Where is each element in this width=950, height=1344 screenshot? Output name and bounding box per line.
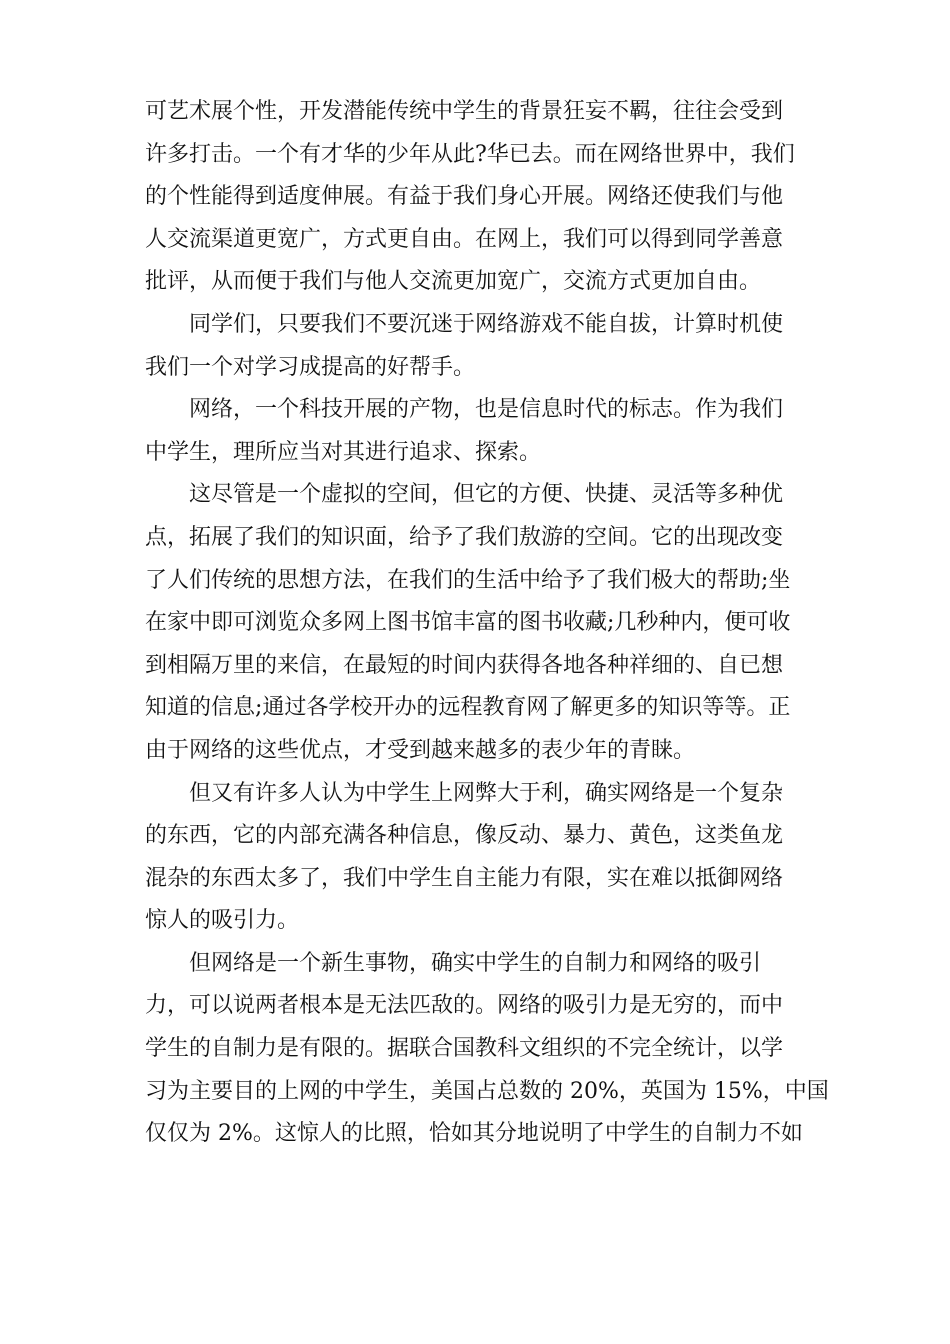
text-line: 的个性能得到适度伸展。有益于我们身心开展。网络还使我们与他 xyxy=(145,184,784,210)
text-line: 了人们传统的思想方法，在我们的生活中给予了我们极大的帮助;坐 xyxy=(145,567,791,593)
text-line: 力，可以说两者根本是无法匹敌的。网络的吸引力是无穷的，而中 xyxy=(145,993,784,1019)
paragraph xyxy=(145,389,810,474)
text-line: 混杂的东西太多了，我们中学生自主能力有限，实在难以抵御网络 xyxy=(145,865,784,891)
text-line: 人交流渠道更宽广，方式更自由。在网上，我们可以得到同学善意 xyxy=(145,226,784,252)
text-line: 习为主要目的上网的中学生，美国占总数的 20%，英国为 15%，中国 xyxy=(145,1078,829,1104)
text-line: 学生的自制力是有限的。据联合国教科文组织的不完全统计，以学 xyxy=(145,1036,784,1062)
text-line: 许多打击。一个有才华的少年从此?华已去。而在网络世界中，我们 xyxy=(145,141,795,167)
text-line: 到相隔万里的来信，在最短的时间内获得各地各种祥细的、自已想 xyxy=(145,652,784,678)
text-line: 可艺术展个性，开发潜能传统中学生的背景狂妄不羁，往往会受到 xyxy=(145,99,784,124)
document-body xyxy=(145,91,829,1156)
text-line: 在家中即可浏览众多网上图书馆丰富的图书收藏;几秒种内，便可收 xyxy=(145,610,791,636)
paragraph xyxy=(145,91,810,304)
text-line: 由于网络的这些优点，才受到越来越多的表少年的青睐。 xyxy=(145,737,696,763)
paragraph xyxy=(145,773,810,943)
text-line: 知道的信息;通过各学校开办的远程教育网了解更多的知识等等。正 xyxy=(145,695,791,721)
paragraph xyxy=(145,943,829,1156)
text-line: 网络，一个科技开展的产物，也是信息时代的标志。作为我们 xyxy=(189,397,784,423)
text-line: 同学们，只要我们不要沉迷于网络游戏不能自拔，计算时机使 xyxy=(189,311,784,337)
text-line: 的东西，它的内部充满各种信息，像反动、暴力、黄色，这类鱼龙 xyxy=(145,823,784,849)
text-line: 惊人的吸引力。 xyxy=(145,908,300,934)
text-line: 我们一个对学习成提高的好帮手。 xyxy=(145,354,476,380)
text-line: 这尽管是一个虚拟的空间，但它的方便、快捷、灵活等多种优 xyxy=(189,482,784,508)
text-line: 批评，从而便于我们与他人交流更加宽广，交流方式更加自由。 xyxy=(145,269,762,295)
text-line: 但又有许多人认为中学生上网弊大于利，确实网络是一个复杂 xyxy=(189,780,784,806)
text-line: 中学生，理所应当对其进行追求、探索。 xyxy=(145,439,542,465)
text-line: 仅仅为 2%。这惊人的比照，恰如其分地说明了中学生的自制力不如 xyxy=(145,1121,803,1147)
text-line: 点，拓展了我们的知识面，给予了我们敖游的空间。它的出现改变 xyxy=(145,524,784,550)
paragraph xyxy=(145,474,810,772)
text-line: 但网络是一个新生事物，确实中学生的自制力和网络的吸引 xyxy=(189,950,762,976)
paragraph xyxy=(145,304,810,389)
